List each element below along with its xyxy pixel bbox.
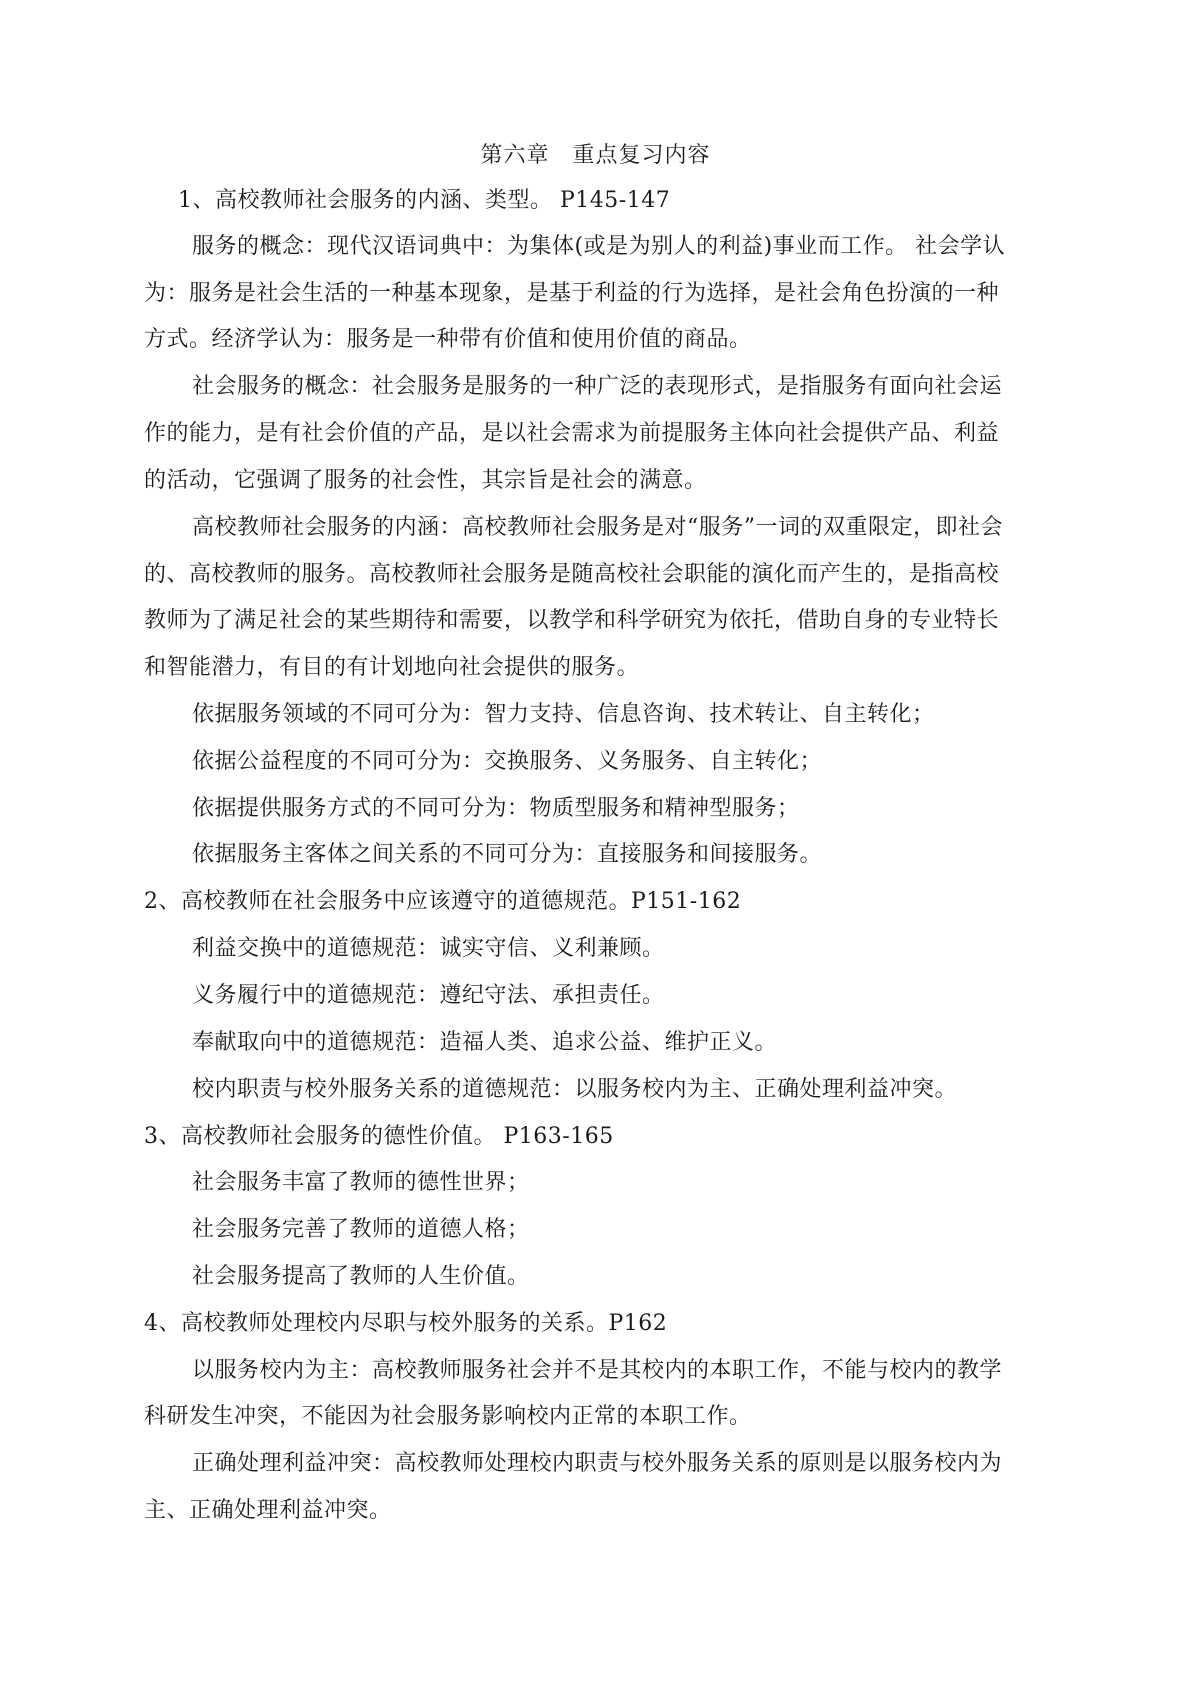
paragraph-line: 社会服务的概念：社会服务是服务的一种广泛的表现形式，是指服务有面向社会运 <box>192 374 1003 399</box>
list-item: 义务履行中的道德规范：遵纪守法、承担责任。 <box>192 983 665 1008</box>
paragraph-line: 方式。经济学认为：服务是一种带有价值和使用价值的商品。 <box>144 327 752 352</box>
paragraph-line: 服务的概念：现代汉语词典中：为集体(或是为别人的利益)事业而工作。 社会学认 <box>192 234 1006 259</box>
list-item: 依据公益程度的不同可分为：交换服务、义务服务、自主转化； <box>192 749 823 774</box>
paragraph-line: 以服务校内为主：高校教师服务社会并不是其校内的本职工作，不能与校内的教学 <box>192 1358 1003 1383</box>
paragraph-line: 正确处理利益冲突：高校教师处理校内职责与校外服务关系的原则是以服务校内为 <box>192 1451 1003 1476</box>
list-item: 依据提供服务方式的不同可分为：物质型服务和精神型服务； <box>192 796 800 821</box>
paragraph-line: 为：服务是社会生活的一种基本现象，是基于利益的行为选择，是社会角色扮演的一种 <box>144 281 1000 306</box>
list-item: 社会服务完善了教师的道德人格； <box>192 1217 530 1242</box>
list-item: 依据服务领域的不同可分为：智力支持、信息咨询、技术转让、自主转化； <box>192 702 935 727</box>
list-item: 社会服务提高了教师的人生价值。 <box>192 1264 530 1289</box>
section-heading-4: 4、高校教师处理校内尽职与校外服务的关系。P162 <box>144 1311 668 1336</box>
paragraph-line: 高校教师社会服务的内涵：高校教师社会服务是对“服务”一词的双重限定，即社会 <box>192 515 1003 540</box>
list-item: 依据服务主客体之间关系的不同可分为：直接服务和间接服务。 <box>192 842 823 867</box>
list-item: 社会服务丰富了教师的德性世界； <box>192 1170 530 1195</box>
paragraph-line: 的活动，它强调了服务的社会性，其宗旨是社会的满意。 <box>144 468 707 493</box>
section-heading-3: 3、高校教师社会服务的德性价值。 P163-165 <box>144 1124 614 1149</box>
section-heading-1: 1、高校教师社会服务的内涵、类型。 P145-147 <box>178 188 671 213</box>
list-item: 校内职责与校外服务关系的道德规范：以服务校内为主、正确处理利益冲突。 <box>192 1077 958 1102</box>
paragraph-line: 科研发生冲突，不能因为社会服务影响校内正常的本职工作。 <box>144 1404 752 1429</box>
list-item: 利益交换中的道德规范：诚实守信、义利兼顾。 <box>192 936 665 961</box>
paragraph-line: 作的能力，是有社会价值的产品，是以社会需求为前提服务主体向社会提供产品、利益 <box>144 421 1000 446</box>
paragraph-line: 教师为了满足社会的某些期待和需要，以教学和科学研究为依托，借助自身的专业特长 <box>144 608 1000 633</box>
list-item: 奉献取向中的道德规范：造福人类、追求公益、维护正义。 <box>192 1030 778 1055</box>
paragraph-line: 主、正确处理利益冲突。 <box>144 1498 392 1523</box>
paragraph-line: 和智能潜力，有目的有计划地向社会提供的服务。 <box>144 655 640 680</box>
page-title: 第六章 重点复习内容 <box>480 143 711 168</box>
paragraph-line: 的、高校教师的服务。高校教师社会服务是随高校社会职能的演化而产生的，是指高校 <box>144 562 1000 587</box>
section-heading-2: 2、高校教师在社会服务中应该遵守的道德规范。P151-162 <box>144 889 742 914</box>
